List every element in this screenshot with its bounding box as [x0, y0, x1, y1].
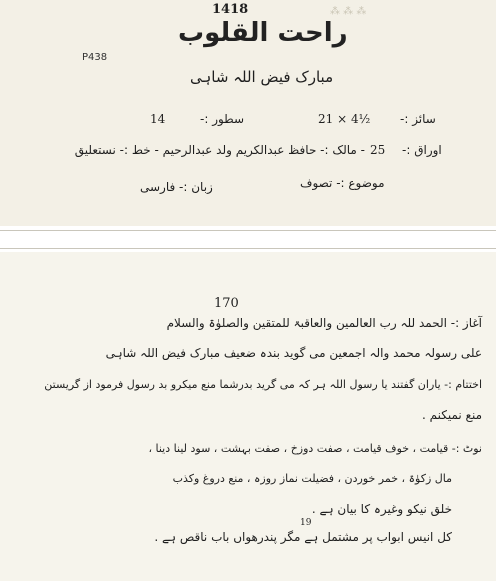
reference-code: P438 [82, 52, 108, 63]
text-line-ending: اختتام :- یاران گفتند یا رسول اللہ ہر کہ می گرید بدرشما منع میکرو بد رسول فرمود از گریستن [44, 378, 482, 391]
size-label: سائز :- [400, 112, 436, 126]
size-value: 21 × 4½ [318, 112, 371, 126]
superscript-numeral: 19 [300, 518, 312, 528]
lines-label: سطور :- [200, 112, 245, 126]
language-line: زبان :- فارسی [140, 180, 213, 194]
folios-value: 25 [370, 143, 386, 157]
text-line-opening: آغاز :- الحمد للہ رب العالمین والعاقبۃ للمتقین والصلوٰۃ والسلام [166, 316, 482, 330]
folios-label: اوراق :- [402, 143, 442, 157]
text-line-opening-cont: علی رسولہ محمد والہ اجمعین می گوید بندہ ضعیف مبارک فیض اللہ شاہی [105, 346, 482, 360]
owner-script-line: - مالک :- حافظ عبدالکریم ولد عبدالرحیم - خط :- نستعلیق [74, 143, 365, 157]
manuscript-title: راحت القلوب [178, 18, 348, 48]
faint-bleed-text: ⁂ ⁂ ⁂ [330, 6, 367, 17]
text-line-note-end: خلق نیکو وغیرہ کا بیان ہے . [311, 502, 452, 516]
text-line-note: نوٹ :- قیامت ، خوف قیامت ، صفت دوزخ ، صفت بہشت ، سود لینا دینا ، [148, 442, 482, 455]
text-line-note-cont: مال زکوٰۃ ، خمر خوردن ، فضیلت نماز روزہ ، منع دروغ وکذب [172, 472, 452, 485]
catalog-number: 1418 [212, 2, 249, 17]
text-line-chapters: کل انیس ابواب پر مشتمل ہے مگر پندرھواں باب ناقص ہے . [154, 530, 452, 544]
author-name: مبارک فیض اللہ شاہی [190, 68, 334, 86]
text-line-ending-cont: منع نمیکنم . [421, 408, 482, 422]
page-number: 170 [214, 296, 239, 311]
page-separator [0, 226, 496, 252]
subject-line: موضوع :- تصوف [300, 176, 385, 190]
bottom-catalog-page [0, 252, 496, 581]
separator-line [0, 230, 496, 231]
separator-line [0, 248, 496, 249]
top-catalog-page [0, 0, 496, 226]
lines-value: 14 [150, 112, 166, 126]
